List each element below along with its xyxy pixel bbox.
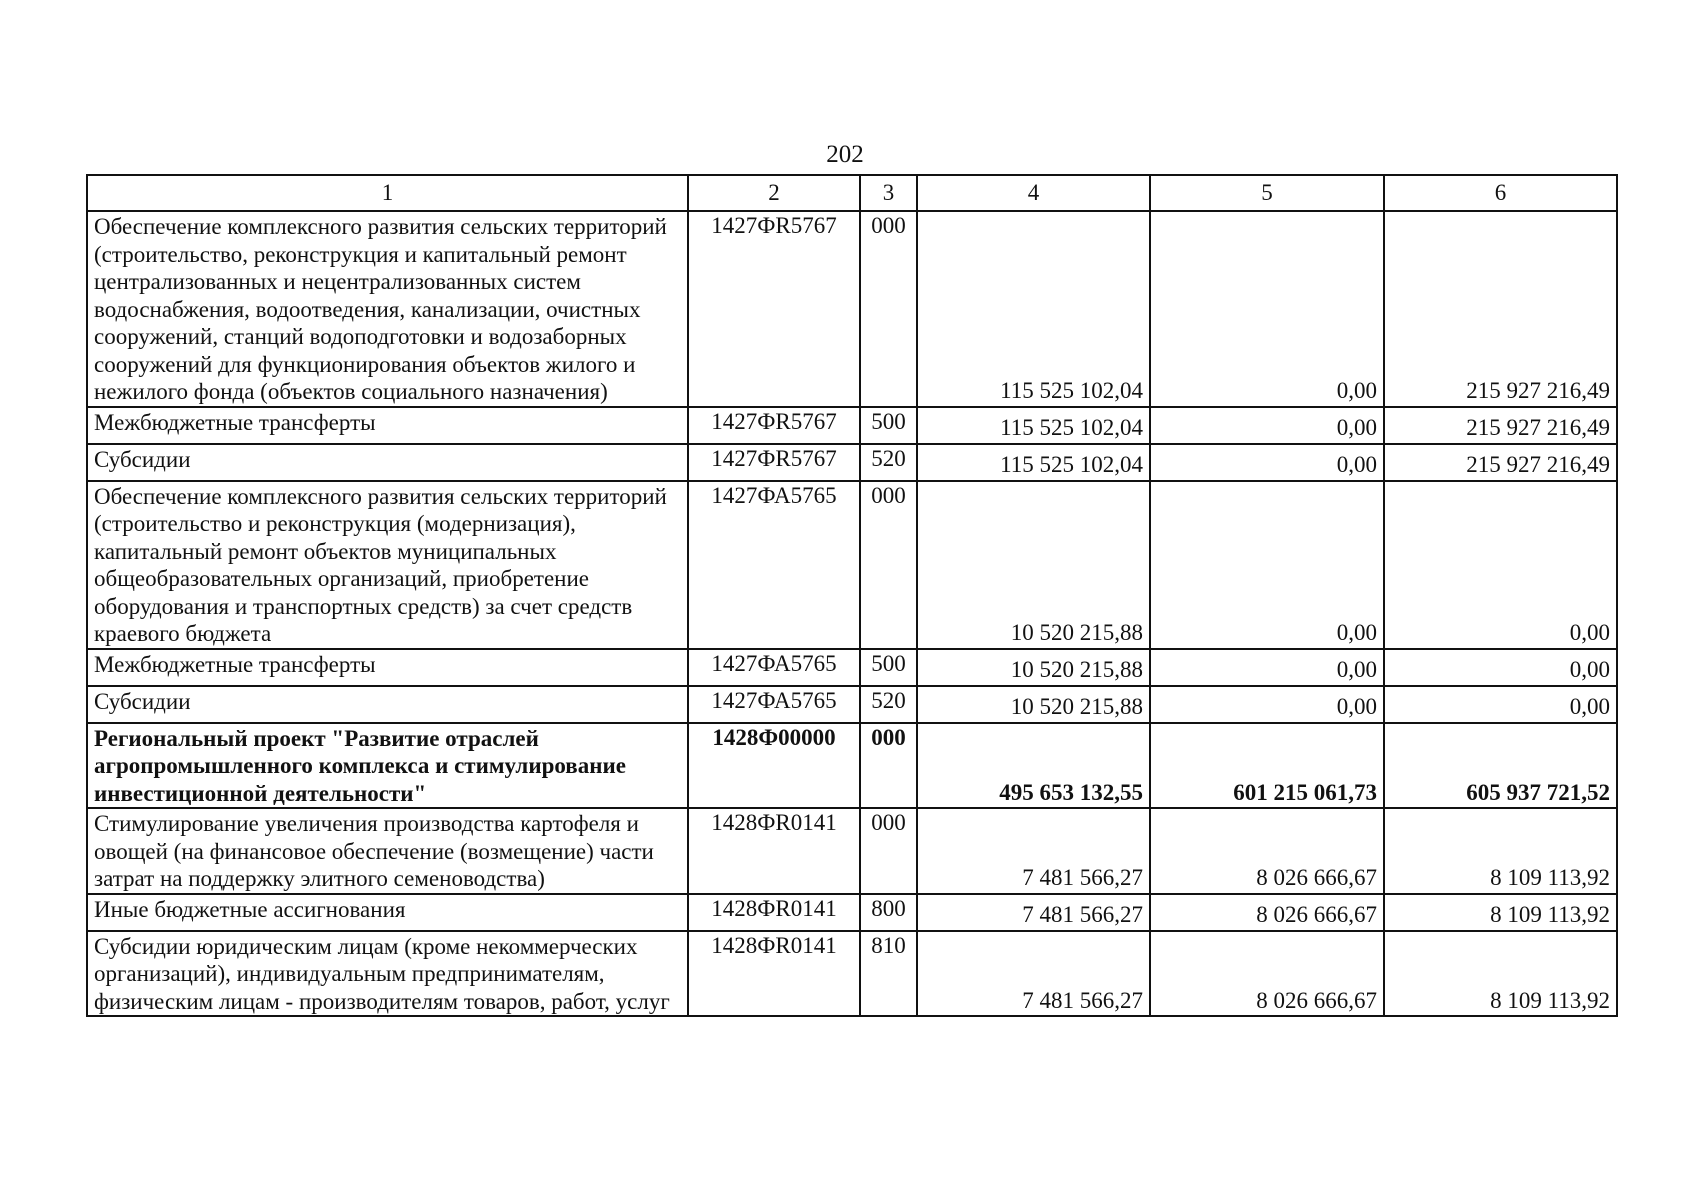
row-description: Субсидии	[87, 686, 688, 723]
row-description: Иные бюджетные ассигнования	[87, 894, 688, 931]
row-value-col4: 7 481 566,27	[917, 931, 1150, 1017]
row-value-col6: 8 109 113,92	[1384, 808, 1617, 894]
row-value-col6: 0,00	[1384, 649, 1617, 686]
row-value-col5: 0,00	[1150, 211, 1384, 407]
row-value-col4: 7 481 566,27	[917, 808, 1150, 894]
row-value-col5: 0,00	[1150, 686, 1384, 723]
row-expense-type: 810	[860, 931, 917, 1017]
table-row	[87, 481, 1617, 649]
table-row	[87, 808, 1617, 894]
row-expense-type: 520	[860, 444, 917, 481]
row-value-col4: 115 525 102,04	[917, 444, 1150, 481]
row-value-col5: 0,00	[1150, 407, 1384, 444]
budget-table	[86, 174, 1618, 1017]
row-description: Стимулирование увеличения производства картофеля и овощей (на финансовое обеспечение (возмещение) части затрат на поддержку элитного семеноводства)	[87, 808, 688, 894]
row-expense-type: 000	[860, 808, 917, 894]
table-row	[87, 649, 1617, 686]
row-target-code: 1427ФА5765	[688, 686, 860, 723]
row-value-col4: 10 520 215,88	[917, 481, 1150, 649]
table-row	[87, 894, 1617, 931]
row-expense-type: 500	[860, 407, 917, 444]
row-description: Межбюджетные трансферты	[87, 649, 688, 686]
row-expense-type: 520	[860, 686, 917, 723]
row-value-col4: 7 481 566,27	[917, 894, 1150, 931]
row-description: Субсидии юридическим лицам (кроме некоммерческих организаций), индивидуальным предпринимателям, физическим лицам - производителям товаров, работ, услуг	[87, 931, 688, 1017]
row-value-col6: 8 109 113,92	[1384, 894, 1617, 931]
row-expense-type: 000	[860, 723, 917, 809]
row-target-code: 1427ФR5767	[688, 444, 860, 481]
row-value-col4: 10 520 215,88	[917, 686, 1150, 723]
header-cell: 2	[688, 175, 860, 211]
header-cell: 5	[1150, 175, 1384, 211]
header-cell: 3	[860, 175, 917, 211]
row-expense-type: 800	[860, 894, 917, 931]
row-value-col6: 8 109 113,92	[1384, 931, 1617, 1017]
table-row	[87, 686, 1617, 723]
row-description: Субсидии	[87, 444, 688, 481]
row-target-code: 1428ФR0141	[688, 931, 860, 1017]
row-target-code: 1427ФR5767	[688, 407, 860, 444]
header-cell: 1	[87, 175, 688, 211]
row-value-col6: 605 937 721,52	[1384, 723, 1617, 809]
row-expense-type: 000	[860, 481, 917, 649]
header-cell: 6	[1384, 175, 1617, 211]
table-row	[87, 407, 1617, 444]
row-value-col5: 8 026 666,67	[1150, 894, 1384, 931]
row-value-col5: 8 026 666,67	[1150, 931, 1384, 1017]
row-expense-type: 000	[860, 211, 917, 407]
row-value-col6: 0,00	[1384, 686, 1617, 723]
row-value-col5: 601 215 061,73	[1150, 723, 1384, 809]
row-target-code: 1427ФR5767	[688, 211, 860, 407]
header-cell: 4	[917, 175, 1150, 211]
table-header-row	[87, 175, 1617, 211]
row-description: Региональный проект "Развитие отраслей агропромышленного комплекса и стимулирование инвестиционной деятельности"	[87, 723, 688, 809]
table-row-project-total	[87, 723, 1617, 809]
row-value-col5: 0,00	[1150, 481, 1384, 649]
row-value-col4: 495 653 132,55	[917, 723, 1150, 809]
row-target-code: 1428ФR0141	[688, 894, 860, 931]
row-target-code: 1428Ф00000	[688, 723, 860, 809]
table-row	[87, 931, 1617, 1017]
row-description: Обеспечение комплексного развития сельских территорий (строительство, реконструкция и капитальный ремонт централизованных и нецентрализованных систем водоснабжения, водоотведения, канализации, очистных сооружений, станций водоподготовки и водозаборных сооружений для функционирования объектов жилого и нежилого фонда (объектов социального назначения)	[87, 211, 688, 407]
row-description: Обеспечение комплексного развития сельских территорий (строительство и реконструкция (модернизация), капитальный ремонт объектов муниципальных общеобразовательных организаций, приобретение оборудования и транспортных средств) за счет средств краевого бюджета	[87, 481, 688, 649]
table-row	[87, 211, 1617, 407]
row-value-col6: 215 927 216,49	[1384, 211, 1617, 407]
page-number: 202	[826, 141, 864, 168]
row-value-col4: 115 525 102,04	[917, 407, 1150, 444]
table-row	[87, 444, 1617, 481]
row-value-col4: 115 525 102,04	[917, 211, 1150, 407]
row-expense-type: 500	[860, 649, 917, 686]
row-value-col6: 215 927 216,49	[1384, 407, 1617, 444]
row-value-col5: 0,00	[1150, 649, 1384, 686]
row-target-code: 1428ФR0141	[688, 808, 860, 894]
row-target-code: 1427ФА5765	[688, 649, 860, 686]
row-value-col5: 0,00	[1150, 444, 1384, 481]
row-target-code: 1427ФА5765	[688, 481, 860, 649]
row-value-col6: 0,00	[1384, 481, 1617, 649]
row-value-col5: 8 026 666,67	[1150, 808, 1384, 894]
row-value-col6: 215 927 216,49	[1384, 444, 1617, 481]
row-value-col4: 10 520 215,88	[917, 649, 1150, 686]
row-description: Межбюджетные трансферты	[87, 407, 688, 444]
